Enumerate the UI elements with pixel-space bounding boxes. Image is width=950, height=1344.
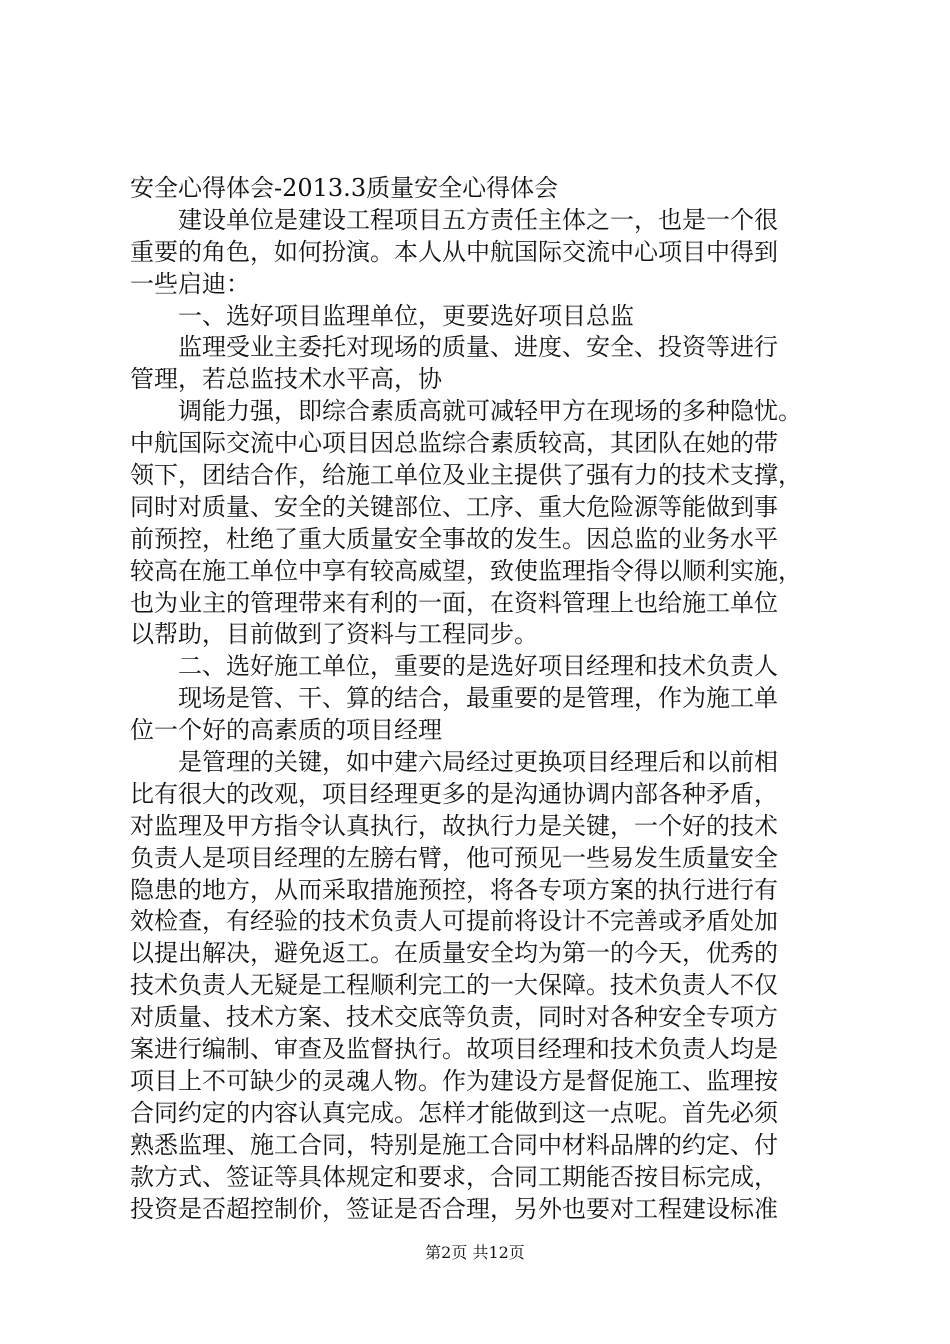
text-line: 是管理的关键，如中建六局经过更换项目经理后和以前相 [130,748,778,777]
text-line: 领下，团结合作，给施工单位及业主提供了强有力的技术支撑， [130,461,802,490]
section-heading: 一、选好项目监理单位，更要选好项目总监 [130,301,634,330]
text-line: 重要的角色，如何扮演。本人从中航国际交流中心项目中得到 [130,237,778,266]
document-title: 安全心得体会-2013.3质量安全心得体会 [130,174,559,202]
text-line: 也为业主的管理带来有利的一面，在资料管理上也给施工单位 [130,588,778,617]
text-line: 比有很大的改观，项目经理更多的是沟通协调内部各种矛盾， [130,779,778,808]
text-line: 建设单位是建设工程项目五方责任主体之一，也是一个很 [130,205,778,234]
text-line: 监理受业主委托对现场的质量、进度、安全、投资等进行 [130,333,778,362]
text-line: 负责人是项目经理的左膀右臂，他可预见一些易发生质量安全 [130,843,778,872]
text-line: 投资是否超控制价，签证是否合理，另外也要对工程建设标准 [130,1194,778,1223]
text-line: 对监理及甲方指令认真执行，故执行力是关键，一个好的技术 [130,811,778,840]
text-line: 一些启迪： [130,269,250,298]
text-line: 案进行编制、审查及监督执行。故项目经理和技术负责人均是 [130,1035,778,1064]
text-line: 合同约定的内容认真完成。怎样才能做到这一点呢。首先必须 [130,1098,778,1127]
text-line: 较高在施工单位中享有较高威望，致使监理指令得以顺利实施， [130,556,802,585]
text-line: 现场是管、干、算的结合，最重要的是管理，作为施工单 [130,684,778,713]
text-line: 技术负责人无疑是工程顺利完工的一大保障。技术负责人不仅 [130,971,778,1000]
text-line: 管理，若总监技术水平高，协 [130,365,442,394]
text-line: 前预控，杜绝了重大质量安全事故的发生。因总监的业务水平 [130,524,778,553]
text-line: 熟悉监理、施工合同，特别是施工合同中材料品牌的约定、付 [130,1130,778,1159]
text-line: 款方式、签证等具体规定和要求，合同工期能否按目标完成， [130,1162,778,1191]
text-line: 调能力强，即综合素质高就可减轻甲方在现场的多种隐忧。 [130,397,802,426]
text-line: 以帮助，目前做到了资料与工程同步。 [130,620,538,649]
text-line: 效检查，有经验的技术负责人可提前将设计不完善或矛盾处加 [130,907,778,936]
text-line: 项目上不可缺少的灵魂人物。作为建设方是督促施工、监理按 [130,1066,778,1095]
document-body [130,173,830,1225]
page-number: 第2页 共12页 [425,1243,525,1262]
text-line: 以提出解决，避免返工。在质量安全均为第一的今天，优秀的 [130,939,778,968]
text-line: 对质量、技术方案、技术交底等负责，同时对各种安全专项方 [130,1003,778,1032]
section-heading: 二、选好施工单位，重要的是选好项目经理和技术负责人 [130,652,778,681]
text-line: 隐患的地方，从而采取措施预控，将各专项方案的执行进行有 [130,875,778,904]
text-line: 位一个好的高素质的项目经理 [130,716,442,745]
text-line: 中航国际交流中心项目因总监综合素质较高，其团队在她的带 [130,429,778,458]
text-line: 同时对质量、安全的关键部位、工序、重大危险源等能做到事 [130,492,778,521]
